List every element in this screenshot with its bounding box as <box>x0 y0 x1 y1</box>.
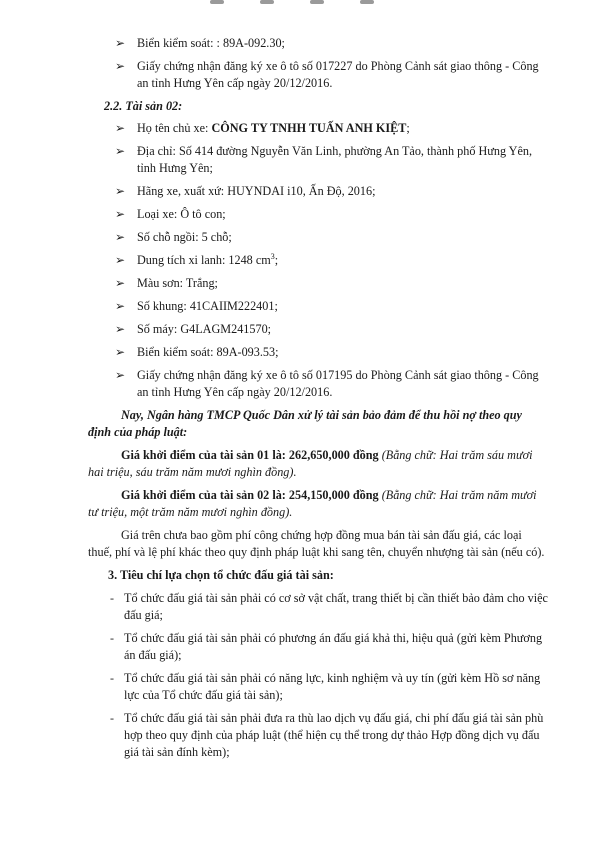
asset1-cert-line2: an tỉnh Hưng Yên cấp ngày 20/12/2016. <box>137 76 333 90</box>
asset2-address-line1: Địa chỉ: Số 414 đường Nguyễn Văn Linh, phường An Tảo, thành phố Hưng Yên, <box>137 144 533 158</box>
arrow-bullet-icon: ➢ <box>115 345 126 359</box>
arrow-bullet-icon: ➢ <box>115 276 126 290</box>
price1-line1: Giá khởi điểm của tài sản 01 là: 262,650,000 đồng (Bằng chữ: Hai trăm sáu mươi <box>121 448 533 462</box>
dash-bullet: - <box>110 711 114 725</box>
asset2-plate: Biển kiểm soát: 89A-093.53; <box>137 345 279 359</box>
asset2-address-line2: tỉnh Hưng Yên; <box>137 161 213 175</box>
criteria-item-1-line1: Tổ chức đấu giá tài sản phải có cơ sở vật chất, trang thiết bị cần thiết bảo đảm cho việc <box>124 591 548 605</box>
asset2-seats: Số chỗ ngồi: 5 chỗ; <box>137 230 232 244</box>
arrow-bullet-icon: ➢ <box>115 299 126 313</box>
dash-bullet: - <box>110 671 114 685</box>
arrow-bullet-icon: ➢ <box>115 322 126 336</box>
arrow-bullet-icon: ➢ <box>115 144 126 158</box>
arrow-bullet-icon: ➢ <box>115 184 126 198</box>
asset1-plate: Biển kiểm soát: : 89A-092.30; <box>137 36 285 50</box>
asset2-owner: Họ tên chủ xe: CÔNG TY TNHH TUẤN ANH KIỆT; <box>137 121 410 135</box>
asset2-heading: 2.2. Tài sản 02: <box>104 99 183 113</box>
arrow-bullet-icon: ➢ <box>115 368 126 382</box>
arrow-bullet-icon: ➢ <box>115 230 126 244</box>
criteria-item-1-line2: đấu giá; <box>124 608 163 622</box>
criteria-item-4-line2: hợp theo quy định của pháp luật (thể hiện cụ thể trong dự thảo Hợp đồng dịch vụ đấu <box>124 728 540 742</box>
arrow-bullet-icon: ➢ <box>115 207 126 221</box>
price2-line1: Giá khởi điểm của tài sản 02 là: 254,150,000 đồng (Bằng chữ: Hai trăm năm mươi <box>121 488 537 502</box>
criteria-item-4-line3: giá tài sản đính kèm); <box>124 745 230 759</box>
arrow-bullet-icon: ➢ <box>115 59 126 73</box>
top-edge-marks <box>200 0 400 6</box>
arrow-bullet-icon: ➢ <box>115 36 126 50</box>
price1-line2: hai triệu, sáu trăm năm mươi nghìn đồng). <box>88 465 297 479</box>
asset2-cert-line1: Giấy chứng nhận đăng ký xe ô tô số 017195 do Phòng Cảnh sát giao thông - Công <box>137 368 539 382</box>
criteria-item-2-line2: án đấu giá); <box>124 648 182 662</box>
asset2-engine: Số máy: G4LAGM241570; <box>137 322 272 336</box>
asset2-frame: Số khung: 41CAIIM222401; <box>137 299 278 313</box>
criteria-item-4-line1: Tổ chức đấu giá tài sản phải đưa ra thù lao dịch vụ đấu giá, chi phí đấu giá tài sản phù <box>124 711 544 725</box>
statement-line2: định của pháp luật: <box>88 425 188 439</box>
asset2-capacity: Dung tích xi lanh: 1248 $cm^3$; <box>137 251 279 267</box>
arrow-bullet-icon: ➢ <box>115 121 126 135</box>
price2-line2: tư triệu, một trăm năm mươi nghìn đồng). <box>88 505 293 519</box>
asset1-cert-line1: Giấy chứng nhận đăng ký xe ô tô số 017227 do Phòng Cảnh sát giao thông - Công <box>137 59 539 73</box>
criteria-heading: 3. Tiêu chí lựa chọn tổ chức đấu giá tài sản: <box>108 568 334 582</box>
criteria-item-3-line1: Tổ chức đấu giá tài sản phải có năng lực, kinh nghiệm và uy tín (gửi kèm Hồ sơ năng <box>124 671 541 685</box>
note-line1: Giá trên chưa bao gồm phí công chứng hợp đồng mua bán tài sản đấu giá, các loại <box>121 528 522 542</box>
asset2-cert-line2: an tỉnh Hưng Yên cấp ngày 20/12/2016. <box>137 385 333 399</box>
note-line2: thuế, phí và lệ phí khác theo quy định pháp luật khi sang tên, chuyển nhượng tài sản (nếu có). <box>88 545 545 559</box>
dash-bullet: - <box>110 631 114 645</box>
asset2-brand: Hãng xe, xuất xứ: HUYNDAI i10, Ấn Độ, 2016; <box>137 184 376 198</box>
asset2-type: Loại xe: Ô tô con; <box>137 207 226 221</box>
criteria-item-2-line1: Tổ chức đấu giá tài sản phải có phương án đấu giá khả thi, hiệu quả (gửi kèm Phương <box>124 631 543 645</box>
criteria-item-3-line2: lực của Tổ chức đấu giá tài sản); <box>124 688 283 702</box>
statement-line1: Nay, Ngân hàng TMCP Quốc Dân xử lý tài sản bảo đảm để thu hồi nợ theo quy <box>121 408 522 422</box>
dash-bullet: - <box>110 591 114 605</box>
asset2-color: Màu sơn: Trắng; <box>137 276 218 290</box>
arrow-bullet-icon: ➢ <box>115 253 126 267</box>
